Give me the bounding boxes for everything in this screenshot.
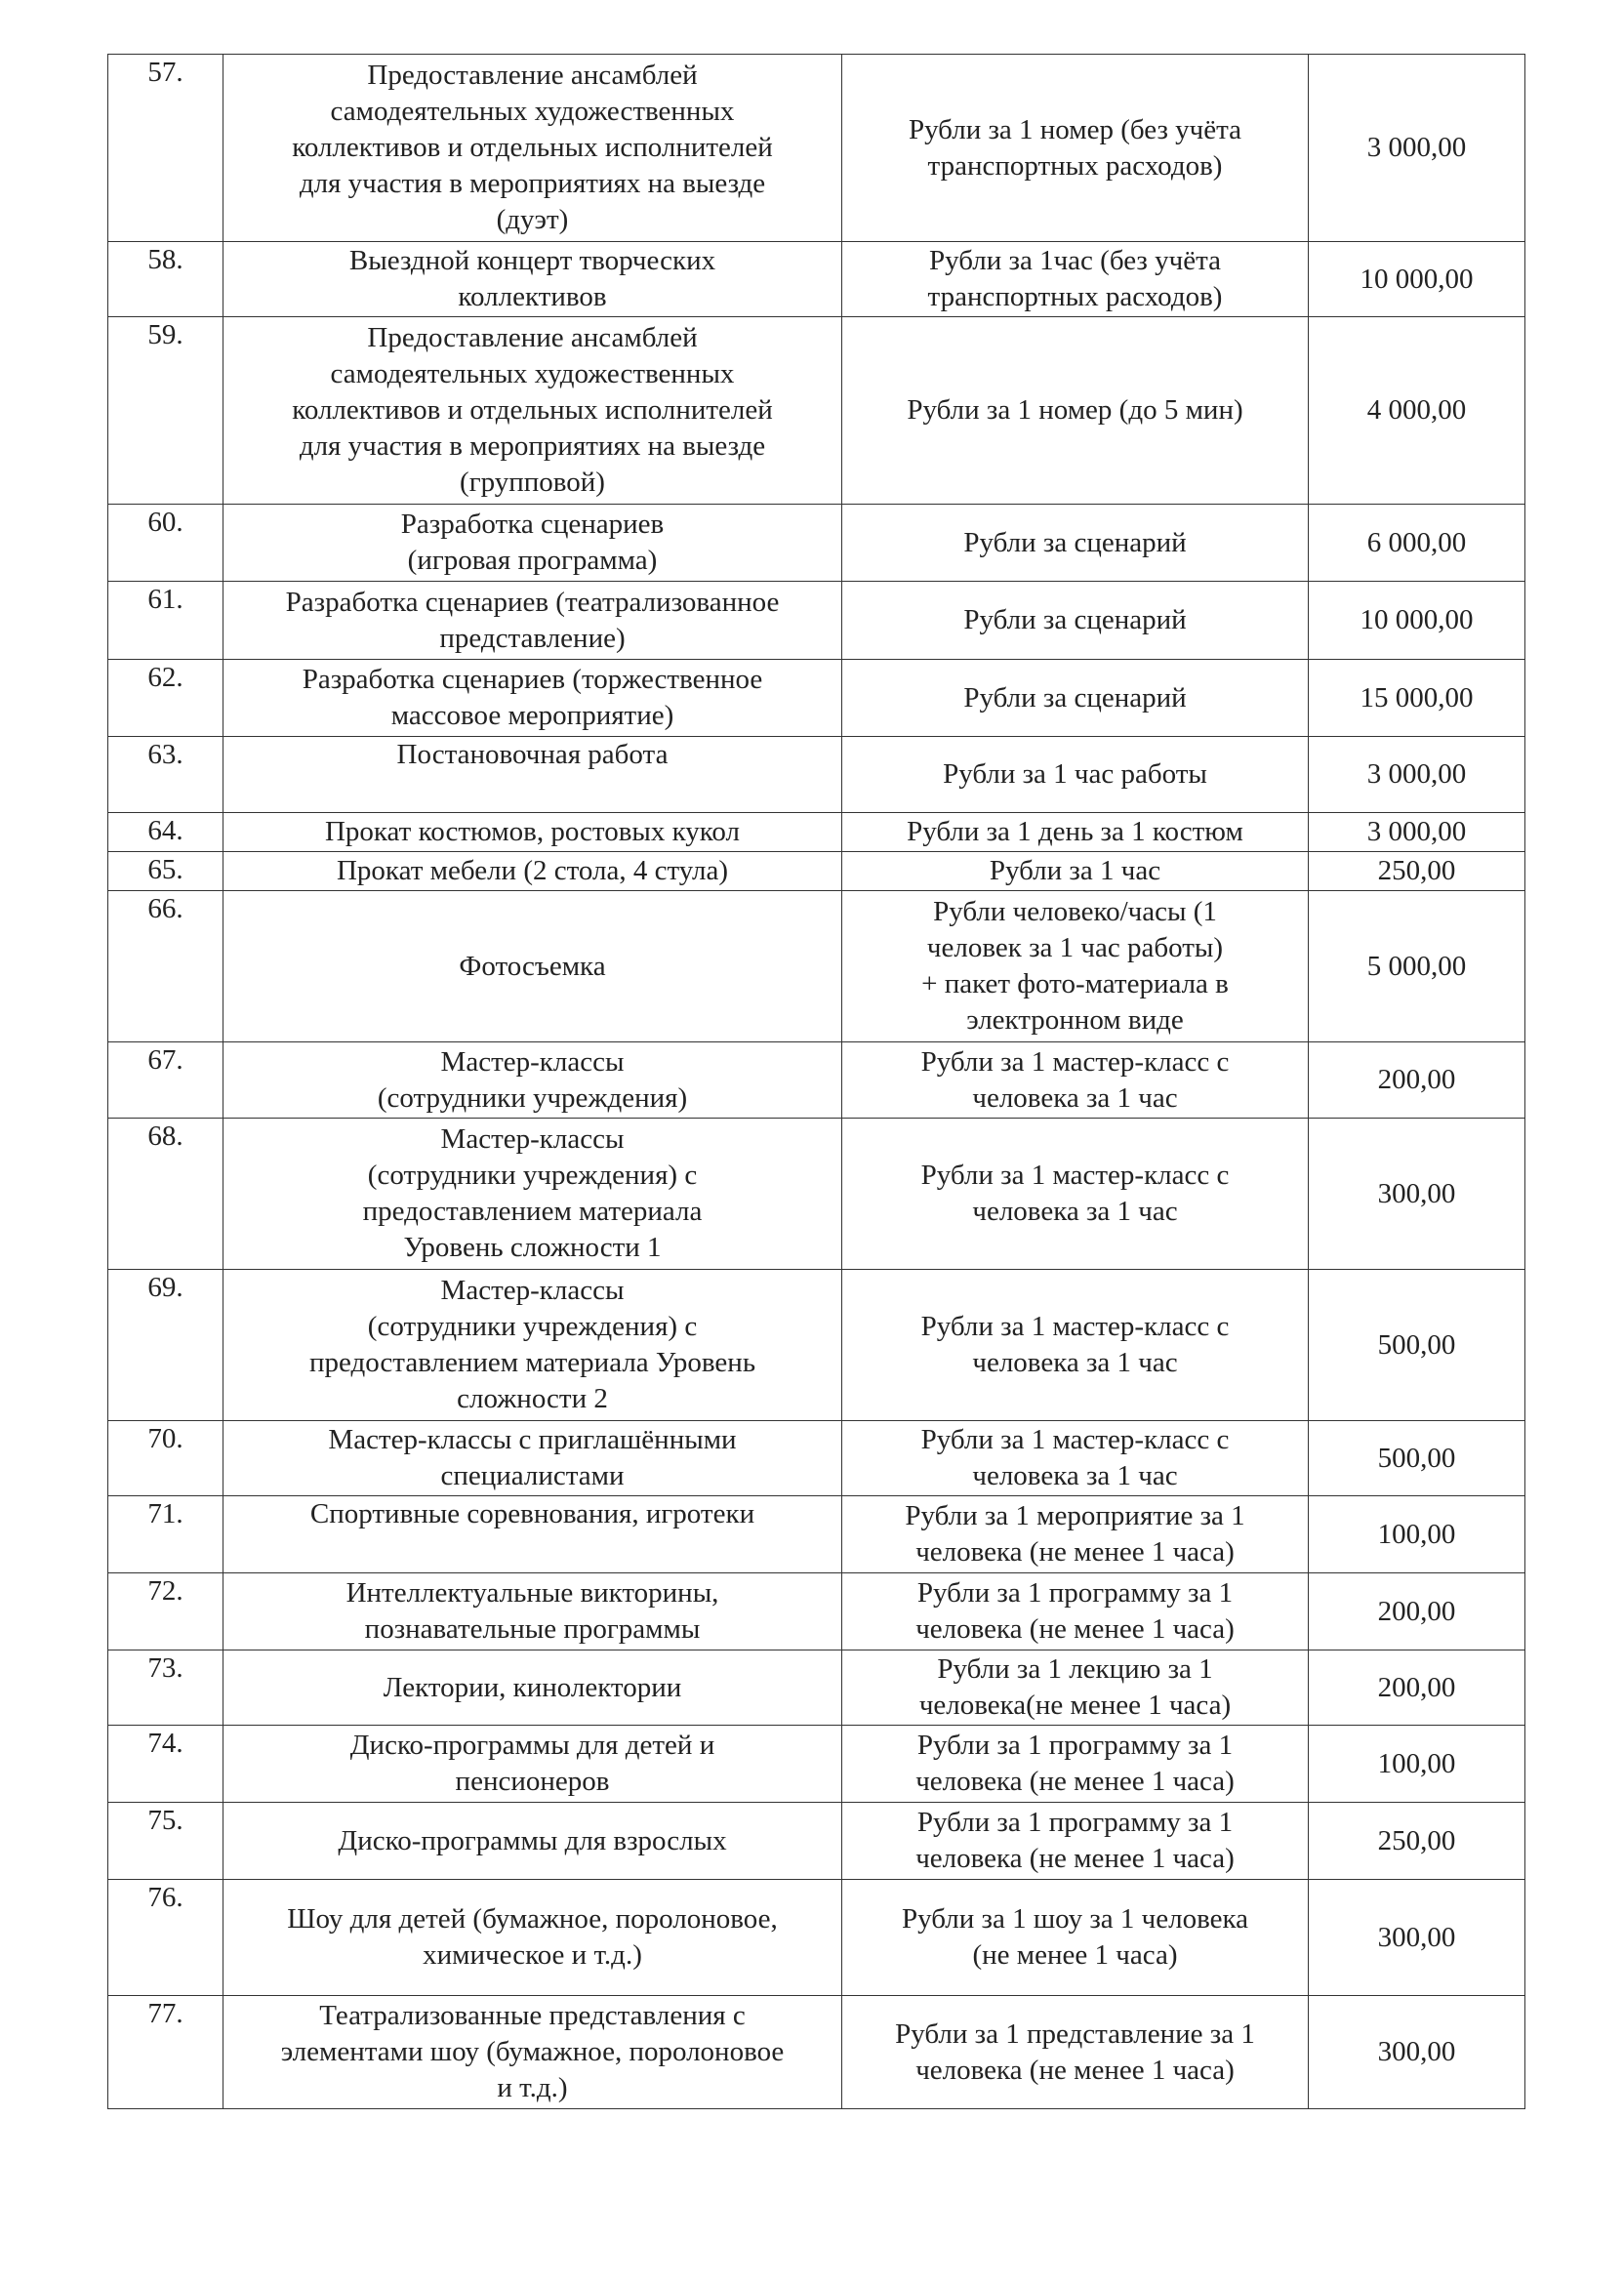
row-number: 75. [108,1803,223,1880]
unit-of-measure: Рубли за 1 день за 1 костюм [842,813,1309,852]
service-name: Выездной концерт творческих коллективов [223,242,842,317]
row-number: 68. [108,1119,223,1270]
unit-of-measure: Рубли за 1 представление за 1 человека (не менее 1 часа) [842,1996,1309,2109]
row-number: 71. [108,1496,223,1573]
table-row [108,1880,1525,1996]
price-value: 200,00 [1309,1650,1525,1726]
unit-of-measure: Рубли за 1 час работы [842,737,1309,813]
row-number: 73. [108,1650,223,1726]
row-number: 69. [108,1270,223,1421]
unit-of-measure: Рубли человеко/часы (1 человек за 1 час работы) + пакет фото-материала в электронном виде [842,891,1309,1042]
price-table [107,54,1525,2109]
table-row [108,737,1525,813]
row-number: 66. [108,891,223,1042]
service-name: Лектории, кинолектории [223,1650,842,1726]
price-value: 3 000,00 [1309,737,1525,813]
unit-of-measure: Рубли за 1 программу за 1 человека (не менее 1 часа) [842,1573,1309,1650]
table-row [108,1803,1525,1880]
row-number: 62. [108,660,223,737]
service-name: Прокат костюмов, ростовых кукол [223,813,842,852]
unit-of-measure: Рубли за 1 час [842,852,1309,891]
price-value: 10 000,00 [1309,242,1525,317]
unit-of-measure: Рубли за 1 мероприятие за 1 человека (не менее 1 часа) [842,1496,1309,1573]
price-value: 200,00 [1309,1573,1525,1650]
service-name: Мастер-классы (сотрудники учреждения) с предоставлением материала Уровень сложности 1 [223,1119,842,1270]
unit-of-measure: Рубли за 1 программу за 1 человека (не менее 1 часа) [842,1803,1309,1880]
price-value: 15 000,00 [1309,660,1525,737]
price-value: 100,00 [1309,1726,1525,1803]
service-name: Фотосъемка [223,891,842,1042]
unit-of-measure: Рубли за сценарий [842,505,1309,582]
service-name: Постановочная работа [223,737,842,813]
table-row [108,891,1525,1042]
row-number: 76. [108,1880,223,1996]
price-value: 500,00 [1309,1421,1525,1496]
price-value: 100,00 [1309,1496,1525,1573]
table-row [108,1270,1525,1421]
table-row [108,1573,1525,1650]
unit-of-measure: Рубли за 1 мастер-класс с человека за 1 час [842,1119,1309,1270]
service-name: Спортивные соревнования, игротеки [223,1496,842,1573]
price-table-body [108,55,1525,2109]
service-name: Театрализованные представления с элементами шоу (бумажное, поролоновое и т.д.) [223,1996,842,2109]
service-name: Шоу для детей (бумажное, поролоновое, химическое и т.д.) [223,1880,842,1996]
service-name: Предоставление ансамблей самодеятельных художественных коллективов и отдельных исполнителей для участия в мероприятиях на выезде (групповой) [223,317,842,505]
unit-of-measure: Рубли за 1 мастер-класс с человека за 1 час [842,1270,1309,1421]
table-row [108,813,1525,852]
unit-of-measure: Рубли за 1 мастер-класс с человека за 1 час [842,1042,1309,1119]
table-row [108,1726,1525,1803]
table-row [108,852,1525,891]
table-row [108,317,1525,505]
service-name: Диско-программы для детей и пенсионеров [223,1726,842,1803]
price-value: 5 000,00 [1309,891,1525,1042]
table-row [108,1996,1525,2109]
unit-of-measure: Рубли за 1 шоу за 1 человека (не менее 1 часа) [842,1880,1309,1996]
price-value: 300,00 [1309,1119,1525,1270]
unit-of-measure: Рубли за 1 номер (до 5 мин) [842,317,1309,505]
row-number: 72. [108,1573,223,1650]
row-number: 60. [108,505,223,582]
price-value: 10 000,00 [1309,582,1525,660]
row-number: 65. [108,852,223,891]
table-row [108,660,1525,737]
unit-of-measure: Рубли за 1 лекцию за 1 человека(не менее 1 часа) [842,1650,1309,1726]
service-name: Предоставление ансамблей самодеятельных художественных коллективов и отдельных исполнителей для участия в мероприятиях на выезде (дуэт) [223,55,842,242]
table-row [108,242,1525,317]
row-number: 63. [108,737,223,813]
service-name: Интеллектуальные викторины, познавательные программы [223,1573,842,1650]
row-number: 70. [108,1421,223,1496]
price-value: 300,00 [1309,1880,1525,1996]
unit-of-measure: Рубли за сценарий [842,660,1309,737]
price-value: 300,00 [1309,1996,1525,2109]
service-name: Мастер-классы (сотрудники учреждения) [223,1042,842,1119]
row-number: 58. [108,242,223,317]
row-number: 74. [108,1726,223,1803]
service-name: Разработка сценариев (театрализованное представление) [223,582,842,660]
unit-of-measure: Рубли за 1час (без учёта транспортных расходов) [842,242,1309,317]
row-number: 67. [108,1042,223,1119]
table-row [108,1119,1525,1270]
price-value: 6 000,00 [1309,505,1525,582]
unit-of-measure: Рубли за 1 мастер-класс с человека за 1 час [842,1421,1309,1496]
service-name: Разработка сценариев (торжественное массовое мероприятие) [223,660,842,737]
table-row [108,1496,1525,1573]
table-row [108,1650,1525,1726]
table-row [108,1042,1525,1119]
row-number: 77. [108,1996,223,2109]
service-name: Диско-программы для взрослых [223,1803,842,1880]
table-row [108,505,1525,582]
price-value: 3 000,00 [1309,55,1525,242]
table-row [108,55,1525,242]
table-row [108,1421,1525,1496]
unit-of-measure: Рубли за сценарий [842,582,1309,660]
row-number: 61. [108,582,223,660]
unit-of-measure: Рубли за 1 программу за 1 человека (не менее 1 часа) [842,1726,1309,1803]
price-value: 250,00 [1309,852,1525,891]
service-name: Разработка сценариев (игровая программа) [223,505,842,582]
unit-of-measure: Рубли за 1 номер (без учёта транспортных расходов) [842,55,1309,242]
price-value: 3 000,00 [1309,813,1525,852]
price-value: 200,00 [1309,1042,1525,1119]
table-row [108,582,1525,660]
service-name: Мастер-классы с приглашёнными специалистами [223,1421,842,1496]
price-value: 500,00 [1309,1270,1525,1421]
service-name: Прокат мебели (2 стола, 4 стула) [223,852,842,891]
price-value: 250,00 [1309,1803,1525,1880]
price-value: 4 000,00 [1309,317,1525,505]
service-name: Мастер-классы (сотрудники учреждения) с предоставлением материала Уровень сложности 2 [223,1270,842,1421]
row-number: 59. [108,317,223,505]
row-number: 57. [108,55,223,242]
row-number: 64. [108,813,223,852]
